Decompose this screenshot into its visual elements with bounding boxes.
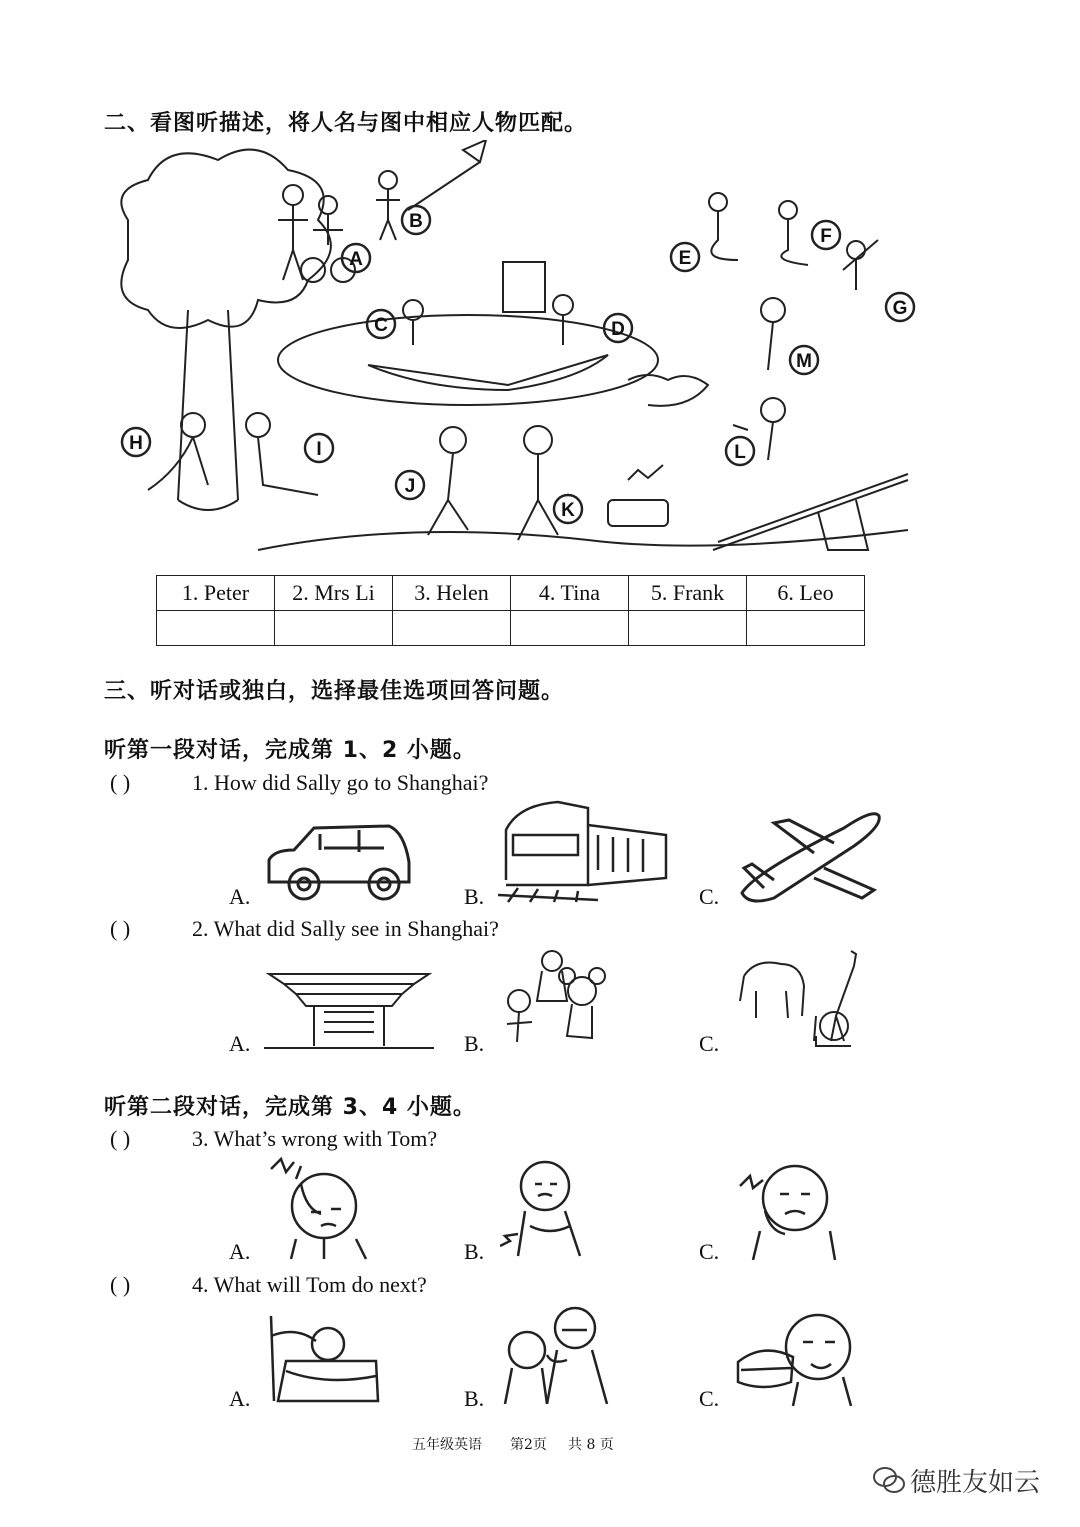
question-4: 4. What will Tom do next? <box>192 1272 427 1297</box>
answer-cell[interactable] <box>275 611 393 646</box>
answer-bracket[interactable]: ( ) <box>110 1126 131 1151</box>
footer-total-pages: 共 8 页 <box>568 1437 614 1453</box>
name-cell: 2. Mrs Li <box>275 576 393 611</box>
label-L: L <box>734 442 746 463</box>
name-cell: 1. Peter <box>157 576 275 611</box>
label-F: F <box>820 226 832 247</box>
label-M: M <box>796 351 812 372</box>
option-b-label: B. <box>464 884 485 909</box>
name-cell: 5. Frank <box>629 576 747 611</box>
footer-grade: 五年级英语 <box>412 1437 482 1453</box>
option-a-label: A. <box>229 884 251 909</box>
label-H: H <box>129 433 143 454</box>
rest-in-bed-icon[interactable] <box>266 1306 382 1408</box>
label-A: A <box>349 249 363 270</box>
option-b-label: B. <box>464 1031 485 1056</box>
see-doctor-icon[interactable] <box>497 1300 617 1404</box>
part-1-heading: 听第一段对话，完成第 1、2 小题。 <box>104 738 476 763</box>
toothache-icon[interactable] <box>735 1156 845 1260</box>
name-cell: 4. Tina <box>511 576 629 611</box>
park-scene-illustration <box>108 140 920 558</box>
label-G: G <box>892 298 908 319</box>
label-B: B <box>409 211 423 232</box>
label-K: K <box>561 500 575 521</box>
plane-icon[interactable] <box>734 798 884 906</box>
headache-icon[interactable] <box>266 1154 376 1262</box>
option-a-label: A. <box>229 1239 251 1264</box>
question-2: 2. What did Sally see in Shanghai? <box>192 916 499 941</box>
question-1: 1. How did Sally go to Shanghai? <box>192 770 489 795</box>
car-icon[interactable] <box>264 822 414 904</box>
label-I: I <box>316 439 322 460</box>
name-cell: 6. Leo <box>747 576 865 611</box>
option-a-label: A. <box>229 1031 251 1056</box>
answer-bracket[interactable]: ( ) <box>110 770 131 795</box>
train-icon[interactable] <box>498 800 668 904</box>
option-c-label: C. <box>699 1031 720 1056</box>
part-2-heading: 听第二段对话，完成第 3、4 小题。 <box>104 1095 476 1120</box>
section-2-heading: 二、看图听描述，将人名与图中相应人物匹配。 <box>104 111 588 136</box>
answer-cell[interactable] <box>747 611 865 646</box>
section-3-heading: 三、听对话或独白，选择最佳选项回答问题。 <box>104 679 565 704</box>
name-matching-table <box>156 575 865 646</box>
option-b-label: B. <box>464 1239 485 1264</box>
label-E: E <box>678 248 692 269</box>
stomachache-icon[interactable] <box>500 1156 610 1260</box>
footer-page: 第2页 <box>510 1437 547 1453</box>
option-a-label: A. <box>229 1386 251 1411</box>
option-c-label: C. <box>699 884 720 909</box>
option-c-label: C. <box>699 1239 720 1264</box>
name-cell: 3. Helen <box>393 576 511 611</box>
wechat-logo-icon <box>872 1466 906 1494</box>
answer-cell[interactable] <box>157 611 275 646</box>
option-b-label: B. <box>464 1386 485 1411</box>
eat-sandwich-icon[interactable] <box>733 1302 863 1406</box>
label-C: C <box>374 315 388 336</box>
question-3: 3. What’s wrong with Tom? <box>192 1126 438 1151</box>
cartoon-characters-icon[interactable] <box>497 946 627 1050</box>
label-D: D <box>611 319 625 340</box>
answer-cell[interactable] <box>629 611 747 646</box>
table-row <box>157 576 865 611</box>
table-row <box>157 611 865 646</box>
answer-cell[interactable] <box>511 611 629 646</box>
zoo-animals-icon[interactable] <box>736 946 866 1050</box>
china-pavilion-icon[interactable] <box>264 964 434 1052</box>
answer-bracket[interactable]: ( ) <box>110 1272 131 1297</box>
label-J: J <box>404 476 416 497</box>
answer-bracket[interactable]: ( ) <box>110 916 131 941</box>
watermark-text: 德胜友如云 <box>910 1468 1041 1498</box>
option-c-label: C. <box>699 1386 720 1411</box>
answer-cell[interactable] <box>393 611 511 646</box>
